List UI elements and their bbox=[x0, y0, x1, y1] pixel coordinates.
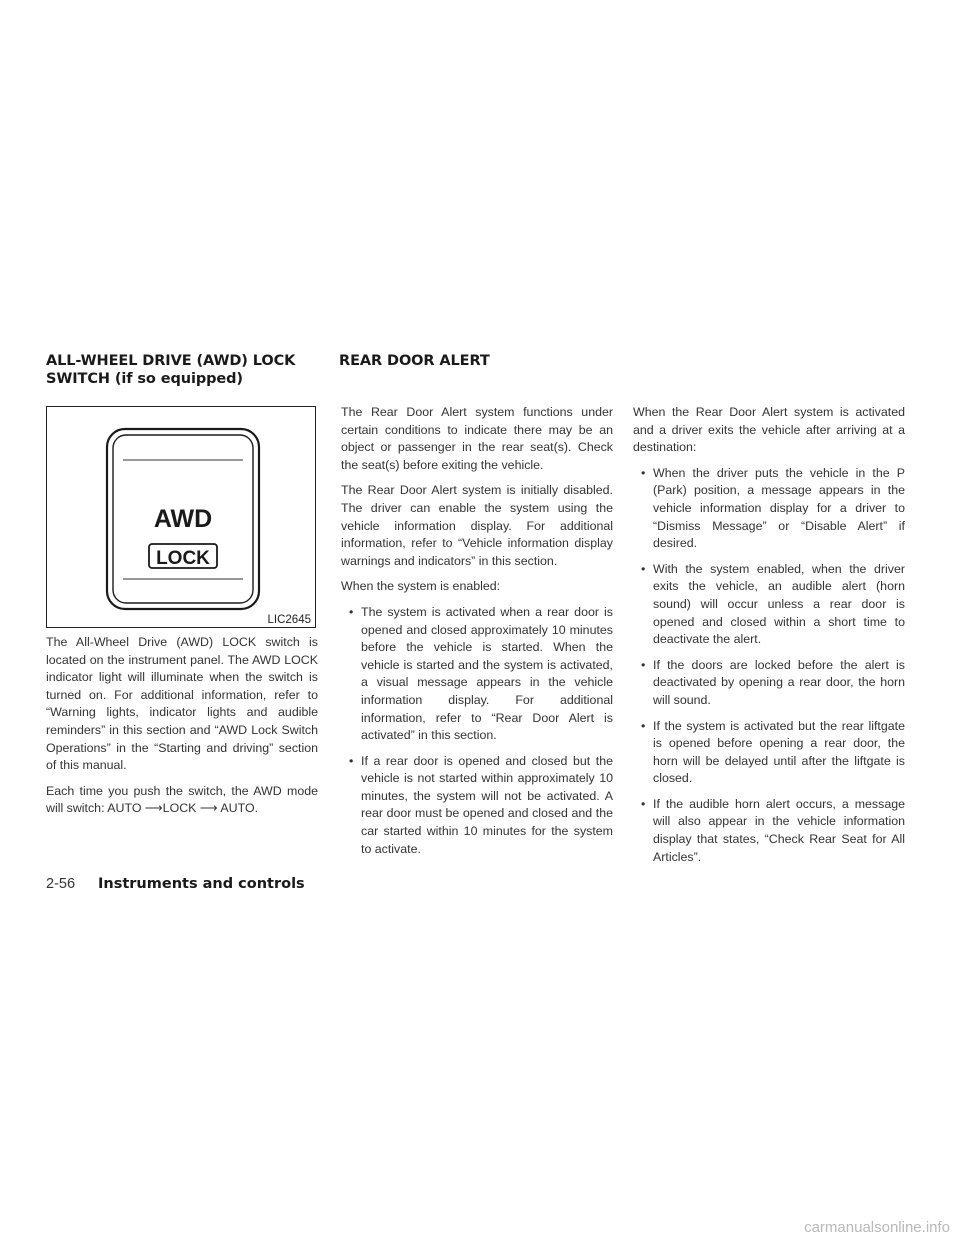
rear-door-activated-column bbox=[633, 404, 905, 874]
rear-door-paragraph-1: The Rear Door Alert system functions under certain conditions to indicate there may be an object or passenger in the rear seat(s). Check the seat(s) before exiting the vehicle. bbox=[341, 405, 613, 472]
awd-label: AWD bbox=[153, 505, 213, 533]
watermark-link[interactable]: carmanualsonline.info bbox=[804, 1219, 950, 1236]
list-item: • With the system enabled, when the driver exits the vehicle, an audible alert (horn sound) will occur unless a rear door is opened and closed within a short time to deactivate the alert. bbox=[633, 561, 905, 649]
awd-lock-heading bbox=[46, 352, 295, 388]
rear-door-text-column bbox=[341, 404, 613, 866]
awd-heading-line2: SWITCH (if so equipped) bbox=[46, 371, 243, 387]
awd-heading-line1: ALL-WHEEL DRIVE (AWD) LOCK bbox=[46, 353, 296, 369]
awd-switch-illustration bbox=[47, 407, 315, 627]
rear-door-paragraph-3: When the system is enabled: bbox=[341, 579, 501, 594]
rear-door-alert-heading: REAR DOOR ALERT bbox=[339, 353, 490, 369]
list-item: • If the system is activated but the rear liftgate is opened before opening a rear door, the horn will be delayed until after the liftgate is closed. bbox=[633, 718, 905, 788]
figure-code: LIC2645 bbox=[267, 614, 311, 626]
rear-door-activated-list bbox=[633, 465, 905, 866]
list-item: • If the audible horn alert occurs, a message will also appear in the vehicle information display that states, “Check Rear Seat for All Articles”. bbox=[633, 796, 905, 866]
awd-lock-switch-figure bbox=[46, 406, 316, 628]
section-title: Instruments and controls bbox=[98, 876, 305, 892]
page-number: 2-56 bbox=[46, 876, 76, 892]
awd-paragraph-2: Each time you push the switch, the AWD mode will switch: AUTO ⟶LOCK ⟶ AUTO. bbox=[46, 783, 318, 816]
list-item: • The system is activated when a rear door is opened and closed approximately 10 minutes before the vehicle is started. When the vehicle is started and the system is activated, a visual message appears in the vehicle information display. For additional information, refer to “Rear Door Alert is activated” in this section. bbox=[341, 604, 613, 745]
list-item: • If a rear door is opened and closed but the vehicle is not started within approximately 10 minutes, the system will not be activated. A rear door must be opened and closed and the car started within 10 minutes for the system to activate. bbox=[341, 753, 613, 859]
list-item: • When the driver puts the vehicle in the P (Park) position, a message appears in the vehicle information display for a driver to “Dismiss Message” or “Disable Alert” if desired. bbox=[633, 465, 905, 553]
list-item: • If the doors are locked before the alert is deactivated by opening a rear door, the horn will sound. bbox=[633, 657, 905, 710]
lock-label: LOCK bbox=[156, 548, 210, 569]
rear-door-enabled-list bbox=[341, 604, 613, 858]
awd-paragraph-1: The All-Wheel Drive (AWD) LOCK switch is located on the instrument panel. The AWD LOCK indicator light will illuminate when the switch is turned on. For additional information, refer to “Warning lights, indicator lights and audible reminders” in this section and “AWD Lock Switch Operations” in the “Starting and driving” section of this manual. bbox=[46, 635, 318, 773]
rear-door-paragraph-2: The Rear Door Alert system is initially disabled. The driver can enable the system using the vehicle information display. For additional information, refer to “Vehicle information display warnings and indicators” in this section. bbox=[341, 483, 613, 568]
awd-lock-text-column bbox=[46, 634, 318, 826]
activated-intro-paragraph: When the Rear Door Alert system is activated and a driver exits the vehicle after arriving at a destination: bbox=[633, 405, 905, 455]
